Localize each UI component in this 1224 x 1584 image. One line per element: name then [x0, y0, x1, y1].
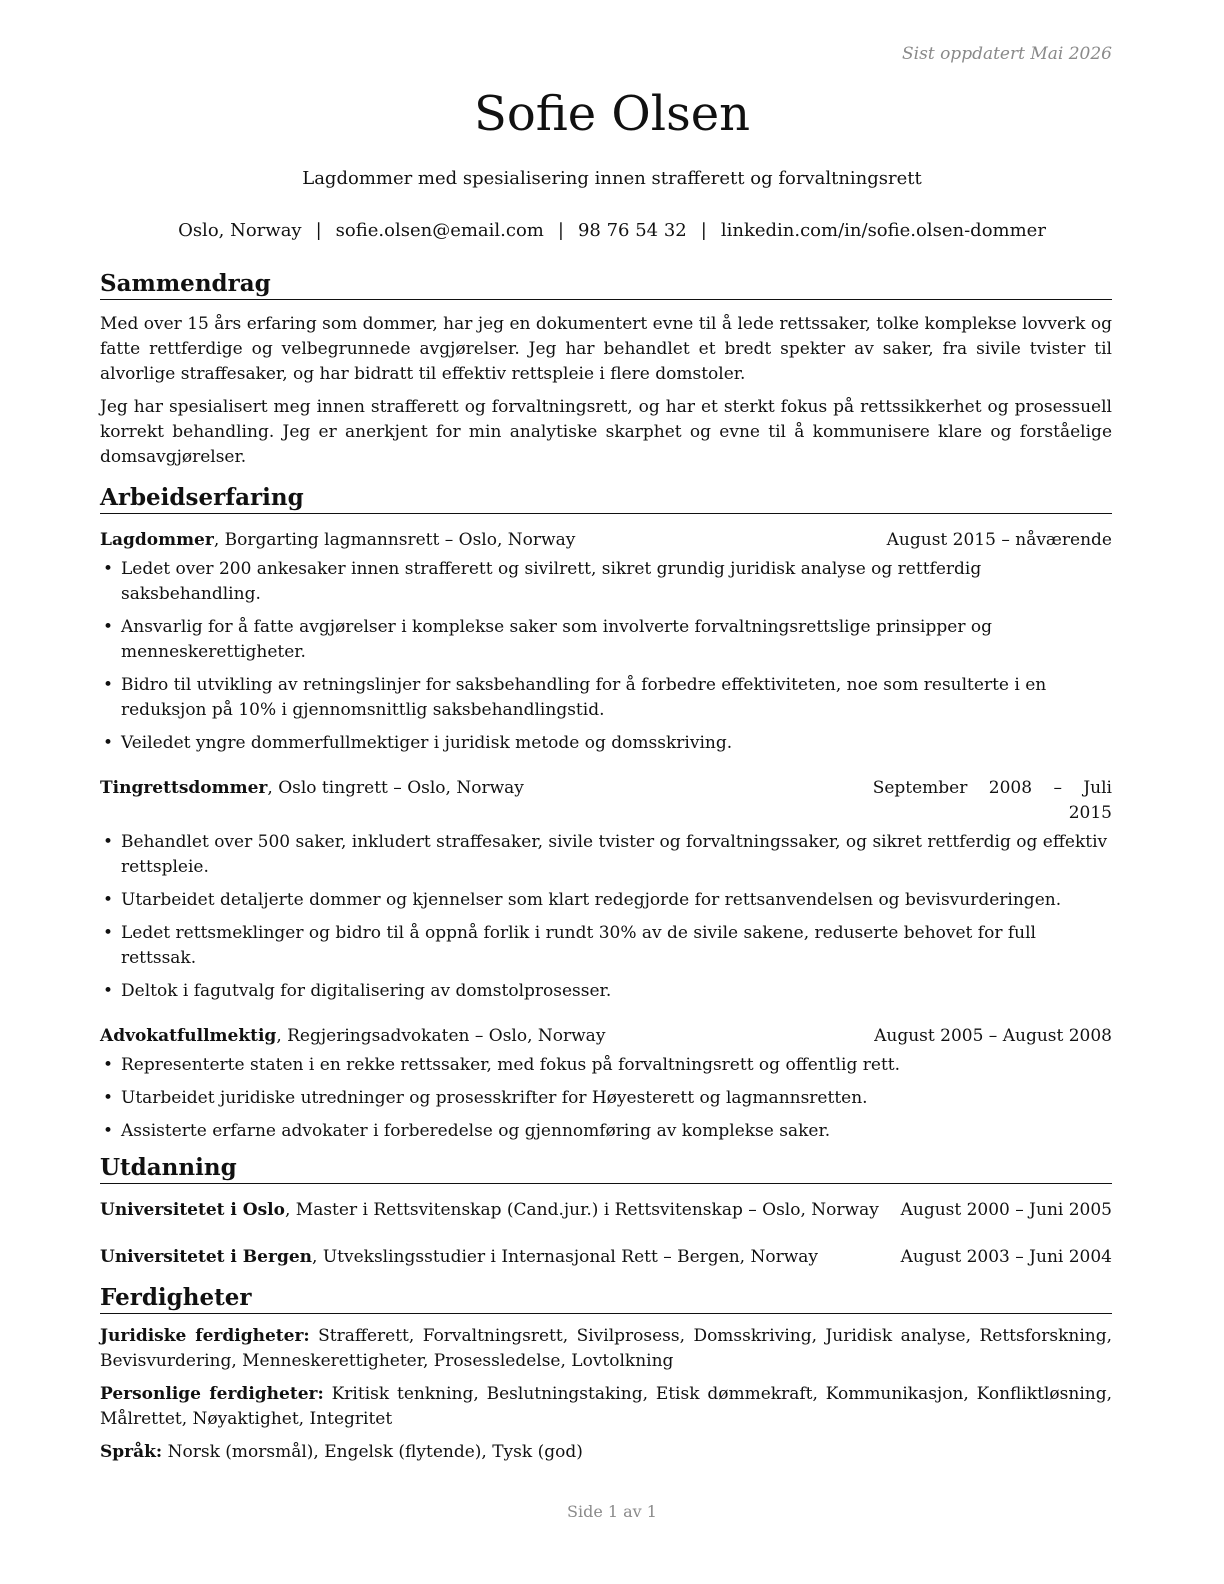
- page-number: Side 1 av 1: [567, 1502, 657, 1521]
- bullet-item: • Deltok i fagutvalg for digitalisering av domstolprosesser.: [100, 979, 1112, 1004]
- contact-location: Oslo, Norway: [178, 220, 302, 241]
- job-bullets: [100, 830, 1112, 1004]
- bullet-item: • Ansvarlig for å fatte avgjørelser i komplekse saker som involverte forvaltningsrettslige prinsipper og menneskerettigheter.: [100, 615, 1112, 665]
- education-section: [100, 1154, 1112, 1270]
- bullet-item: • Assisterte erfarne advokater i forberedelse og gjennomføring av komplekse saker.: [100, 1119, 1112, 1144]
- skill-label: Personlige ferdigheter:: [100, 1384, 324, 1404]
- job-organization: , Regjeringsadvokaten – Oslo, Norway: [276, 1026, 606, 1046]
- skills-section: [100, 1284, 1112, 1465]
- education-detail: , Utvekslingsstudier i Internasjonal Rett – Bergen, Norway: [312, 1247, 819, 1267]
- skill-group: [100, 1440, 1112, 1465]
- job-entry: [100, 776, 1112, 1004]
- job-entry: [100, 1024, 1112, 1144]
- skill-list: Norsk (morsmål), Engelsk (flytende), Tysk (god): [162, 1442, 583, 1462]
- bullet-item: • Ledet over 200 ankesaker innen strafferett og sivilrett, sikret grundig juridisk analyse og rettferdig saksbehandling.: [100, 557, 1112, 607]
- section-title-skills: Ferdigheter: [100, 1284, 1112, 1314]
- education-entry: [100, 1198, 1112, 1223]
- summary-paragraph: Med over 15 års erfaring som dommer, har jeg en dokumentert evne til å lede rettssaker, tolke komplekse lovverk og fatte rettferdige og velbegrunnede avgjørelser. Jeg har behandlet et bredt spekter av saker, fra sivile tvister til alvorlige straffesaker, og har bidratt til effektiv rettspleie i flere domstoler.: [100, 314, 1112, 384]
- education-entry: [100, 1245, 1112, 1270]
- skill-label: Juridiske ferdigheter:: [100, 1326, 310, 1346]
- bullet-item: • Ledet rettsmeklinger og bidro til å oppnå forlik i rundt 30% av de sivile sakene, reduserte behovet for full rettssak.: [100, 921, 1112, 971]
- section-title-education: Utdanning: [100, 1154, 1112, 1184]
- education-dates: August 2000 – Juni 2005: [900, 1200, 1112, 1220]
- job-bullets: [100, 1053, 1112, 1144]
- person-name: Sofie Olsen: [473, 86, 751, 142]
- bullet-item: • Utarbeidet juridiske utredninger og prosesskrifter for Høyesterett og lagmannsretten.: [100, 1086, 1112, 1111]
- job-dates: August 2015 – nåværende: [886, 530, 1112, 550]
- summary-section: [100, 270, 1112, 470]
- skill-list: Kritisk tenkning, Beslutningstaking, Etisk dømmekraft, Kommunikasjon, Konfliktløsning, Målrettet, Nøyaktighet, Integritet: [100, 1384, 1112, 1429]
- job-header: [100, 1024, 1112, 1049]
- contact-line: [0, 220, 1224, 241]
- education-school: Universitetet i Bergen: [100, 1247, 313, 1267]
- job-organization: , Borgarting lagmannsrett – Oslo, Norway: [213, 530, 576, 550]
- education-detail: , Master i Rettsvitenskap (Cand.jur.) i Rettsvitenskap – Oslo, Norway: [284, 1200, 879, 1220]
- job-entry: [100, 528, 1112, 756]
- education-school: Universitetet i Oslo: [100, 1200, 285, 1220]
- resume-content: [100, 270, 1112, 1473]
- experience-section: [100, 484, 1112, 1144]
- job-role: Lagdommer: [100, 530, 214, 550]
- bullet-item: • Utarbeidet detaljerte dommer og kjennelser som klart redegjorde for rettsanvendelsen og bevisvurderingen.: [100, 888, 1112, 913]
- bullet-item: • Bidro til utvikling av retningslinjer for saksbehandling for å forbedre effektiviteten, noe som resulterte i en reduksjon på 10% i gjennomsnittlig saksbehandlingstid.: [100, 673, 1112, 723]
- contact-email[interactable]: sofie.olsen@email.com: [335, 220, 544, 241]
- job-bullets: [100, 557, 1112, 756]
- bullet-item: • Behandlet over 500 saker, inkludert straffesaker, sivile tvister og forvaltningssaker, og sikret rettferdig og effektiv rettspleie.: [100, 830, 1112, 880]
- skill-label: Språk:: [100, 1442, 163, 1462]
- summary-paragraph: Jeg har spesialisert meg innen strafferett og forvaltningsrett, og har et sterkt fokus på rettssikkerhet og prosessuell korrekt behandling. Jeg er anerkjent for min analytiske skarphet og evne til å kommunisere klare og forståelige domsavgjørelser.: [100, 397, 1112, 467]
- last-updated: Sist oppdatert Mai 2026: [902, 44, 1112, 64]
- job-role: Tingrettsdommer: [100, 778, 268, 798]
- contact-linkedin[interactable]: linkedin.com/in/sofie.olsen-dommer: [720, 220, 1046, 241]
- skill-list: Strafferett, Forvaltningsrett, Sivilprosess, Domsskriving, Juridisk analyse, Rettsforskning, Bevisvurdering, Menneskerettigheter, Prosessledelse, Lovtolkning: [100, 1326, 1113, 1371]
- job-dates: August 2005 – August 2008: [874, 1026, 1112, 1046]
- bullet-item: • Veiledet yngre dommerfullmektiger i juridisk metode og domsskriving.: [100, 731, 1112, 756]
- skill-group: [100, 1382, 1112, 1432]
- section-title-experience: Arbeidserfaring: [100, 484, 1112, 514]
- job-organization: , Oslo tingrett – Oslo, Norway: [267, 778, 524, 798]
- job-dates: September 2008 – Juli 2015: [872, 778, 1112, 823]
- job-role: Advokatfullmektig: [100, 1026, 277, 1046]
- bullet-item: • Representerte staten i en rekke rettssaker, med fokus på forvaltningsrett og offentlig rett.: [100, 1053, 1112, 1078]
- contact-separator: |: [315, 220, 322, 241]
- job-header: [100, 528, 1112, 553]
- contact-separator: |: [700, 220, 707, 241]
- skill-group: [100, 1324, 1112, 1374]
- contact-phone: 98 76 54 32: [577, 220, 687, 241]
- job-header: [100, 776, 1112, 826]
- contact-separator: |: [557, 220, 564, 241]
- tagline: Lagdommer med spesialisering innen strafferett og forvaltningsrett: [302, 168, 922, 189]
- section-title-summary: Sammendrag: [100, 270, 1112, 300]
- education-dates: August 2003 – Juni 2004: [900, 1247, 1112, 1267]
